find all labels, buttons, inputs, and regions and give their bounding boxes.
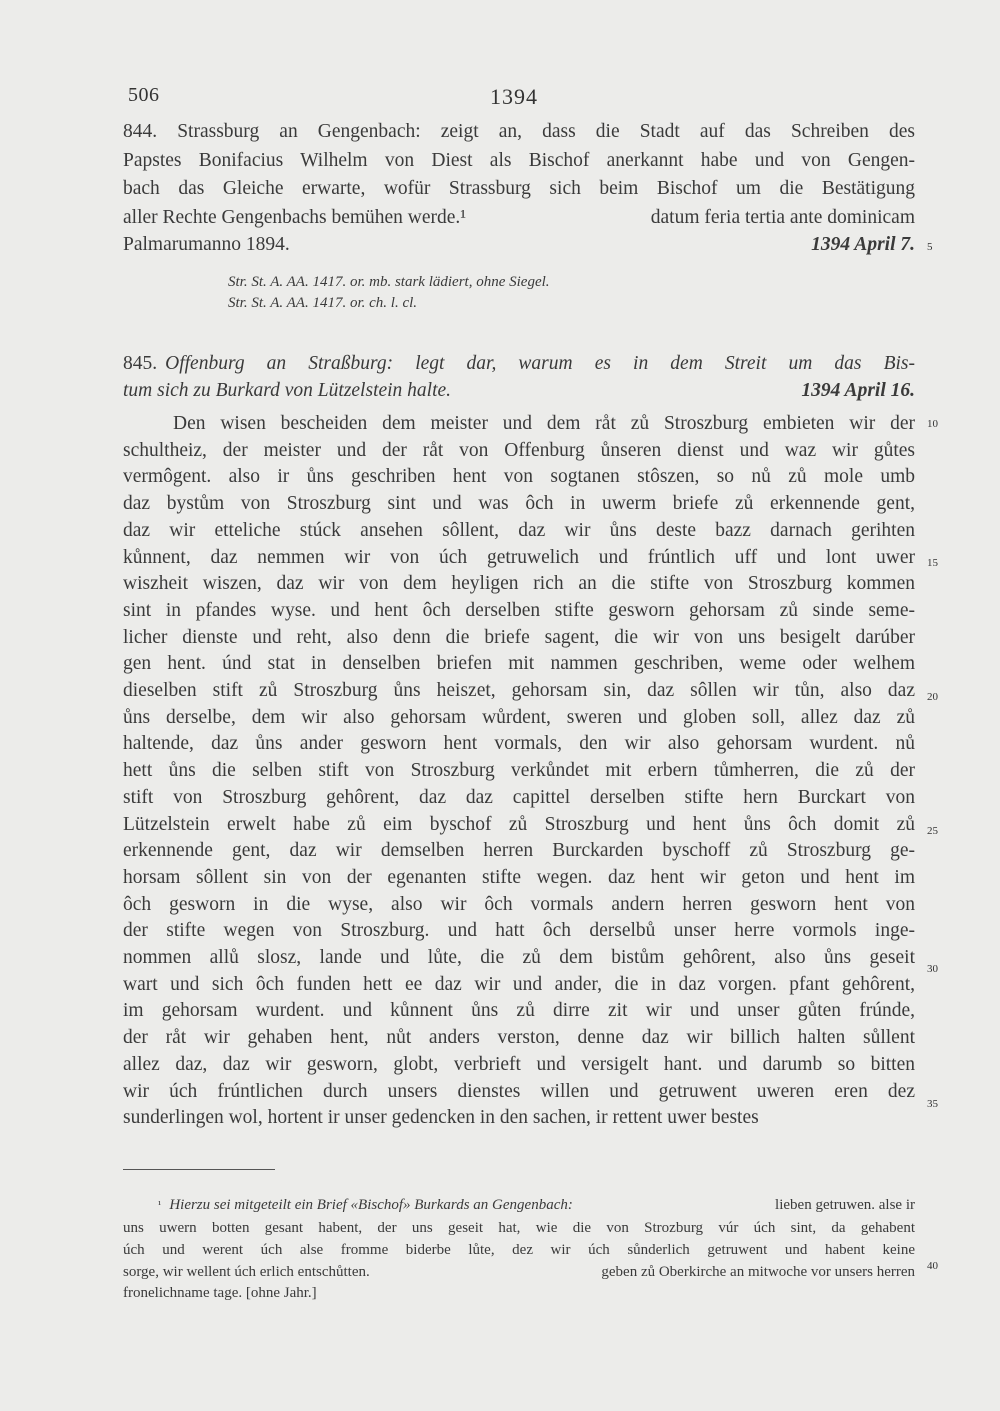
doc844-line-4-left: aller Rechte Gengenbachs bemühen werde.¹ [123, 207, 467, 228]
doc845-body-line: wiszheit wiszen, daz wir von dem heyligen rich an die stifte von Stroszburg kommen [123, 573, 915, 595]
doc845-body-line: dieselben stift zů Stroszburg ůns heiszet, gehorsam sin, daz sôllen wir tůn, also daz [123, 680, 915, 701]
doc844-line-4 [123, 205, 915, 231]
doc845-body-line: vermôgent. also ir ůns geschriben hent von sogtanen stôszen, so nů zů mole umb [123, 466, 915, 488]
doc844-line-3: bach das Gleiche erwarte, wofür Strassburg sich beim Bischof um die Bestätigung [123, 178, 915, 199]
doc844-line-4-right: datum feria tertia ante dominicam [650, 207, 915, 228]
doc845-date: 1394 April 16. [801, 380, 915, 401]
line-number-5: 5 [927, 241, 933, 253]
doc845-title-2: tum sich zu Burkard von Lützelstein halte. [123, 380, 452, 401]
line-number-35: 35 [927, 1098, 938, 1110]
footnote-intro: Hierzu sei mitgeteilt ein Brief «Bischof» Burkards an Gengenbach: [169, 1197, 573, 1213]
doc845-body-line: hett ůns die selben stift von Stroszburg verkůndet mit erbern tůmherren, die zů der [123, 760, 915, 782]
doc845-title-line-1 [123, 351, 915, 377]
line-number-15: 15 [927, 557, 938, 569]
doc845-body-line: horsam sôllent sin von der egenanten stifte wegen. daz hent wir geton und hent im [123, 866, 915, 888]
doc845-number: 845. [123, 353, 158, 374]
doc845-body-line: haltende, daz ůns ander gesworn hent vormals, den wir also gehorsam wurdent. nů [123, 733, 915, 755]
doc845-body-line: schultheiz, der meister und der råt von Offenburg ůnseren dienst und waz wir gůtes [123, 439, 915, 461]
doc845-body-line: sunderlingen wol, hortent ir unser gedencken in den sachen, ir rettent uwer bestes [123, 1107, 759, 1129]
doc844-line-2: Papstes Bonifacius Wilhelm von Diest als Bischof anerkannt habe und von Gengen- [123, 150, 915, 171]
doc845-body-line: Den wisen bescheiden dem meister und dem råt zů Stroszburg embieten wir der [173, 413, 915, 434]
doc845-body-line: der stifte wegen von Stroszburg. und hatt ôch derselbů unser herre vormols inge- [123, 920, 915, 942]
doc845-body-line: wart und sich ôch funden hett ee daz wir und ander, die in daz vorgen. pfant gehôrent, [123, 973, 915, 995]
line-number-30: 30 [927, 963, 938, 975]
doc845-body-line: der råt wir gehaben hent, nůt anders verston, denne daz wir billich halten sůllent [123, 1027, 915, 1049]
doc845-body-line: daz bystům von Stroszburg sint und was ôch in uwerm briefe zů erkennende gent, [123, 493, 915, 515]
footnote-line-1-rest: lieben getruwen. alse ir [775, 1197, 915, 1213]
doc845-title-1: Offenburg an Straßburg: legt dar, warum es in dem Streit um das Bis- [165, 353, 915, 374]
doc845-body-line: daz wir etteliche stúck ansehen sôllent, daz wir ůns deste bazz darnach gerihten [123, 519, 915, 541]
doc844-source-2: Str. St. A. AA. 1417. or. ch. l. cl. [228, 295, 418, 311]
running-year: 1394 [490, 84, 538, 109]
footnote-line-1 [123, 1195, 915, 1215]
footnote-line-5: fronelichname tage. [ohne Jahr.] [123, 1285, 317, 1301]
line-number-10: 10 [927, 418, 938, 430]
doc845-body-line: ůns derselbe, dem wir also gehorsam wůrdent, sweren und globen soll, allez daz zů [123, 706, 915, 728]
footnote-line-2: uns uwern botten gesant habent, der uns geseit hat, wie die von Strozburg vúr úch sint, da gehabent [123, 1220, 915, 1236]
footnote-line-4 [123, 1262, 915, 1282]
doc845-body-line: im gehorsam wurdent. und kůnnent ůns zů dirre zit wir und unser gůten frúnde, [123, 1000, 915, 1022]
footnote-line-4-left: sorge, wir wellent úch erlich entschůtten. [123, 1264, 370, 1280]
line-number-20: 20 [927, 691, 938, 703]
footnote-line-3: úch und werent úch alse fromme biderbe lůte, dez wir úch sůnderlich getruwent und habent keine [123, 1242, 915, 1258]
line-number-25: 25 [927, 825, 938, 837]
doc845-body-line: erkennende gent, daz wir demselben herren Burckarden byschoff zů Stroszburg ge- [123, 840, 915, 862]
doc845-body-line: wir úch frúntlichen durch unsers dienstes willen und getruwent uweren eren dez [123, 1080, 915, 1102]
doc844-source-1: Str. St. A. AA. 1417. or. mb. stark lädiert, ohne Siegel. [228, 274, 550, 290]
page-number: 506 [128, 84, 160, 106]
doc844-date: 1394 April 7. [811, 234, 915, 255]
doc845-body-line: allez daz, daz wir gesworn, globt, verbrieft und versigelt hant. und darumb so bitten [123, 1053, 915, 1075]
doc845-body-line: Lützelstein erwelt habe zů eim byschof zů Stroszburg und hent ůns ôch domit zů [123, 813, 915, 835]
footnote-rule [123, 1169, 275, 1170]
doc845-body-line: gen hent. únd stat in denselben briefen mit nammen geschriben, weme oder welhem [123, 653, 915, 675]
footnote-marker: ¹ [158, 1199, 162, 1211]
doc845-body-line: ôch gesworn in die wyse, also wir ôch vormals andern herren gesworn hent von [123, 893, 915, 915]
doc845-body-line: kůnnent, daz nemmen wir von úch getruwelich und frúntlich uff und lont uwer [123, 546, 915, 568]
doc844-line-5 [123, 232, 915, 258]
doc844-line-1: 844. Strassburg an Gengenbach: zeigt an, dass die Stadt auf das Schreiben des [123, 121, 915, 142]
doc845-title-line-2 [123, 378, 915, 404]
doc845-body-line: licher dienste und reht, also denn die briefe sagent, die wir von uns besigelt darúber [123, 626, 915, 648]
footnote-line-4-right: geben zů Oberkirche an mitwoche vor unsers herren [601, 1264, 915, 1280]
doc845-body-line: sint in pfandes wyse. und hent ôch derselben stifte gesworn gehorsam zů sinde seme- [123, 599, 915, 621]
doc845-body-line: nommen allů slosz, lande und lůte, die zů dem bistům gehôrent, also ůns geseit [123, 947, 915, 968]
line-number-40: 40 [927, 1260, 938, 1272]
doc844-line-5-left: Palmarumanno 1894. [123, 234, 290, 255]
doc845-body-line: stift von Stroszburg gehôrent, daz daz capittel derselben stifte hern Burckart von [123, 786, 915, 808]
